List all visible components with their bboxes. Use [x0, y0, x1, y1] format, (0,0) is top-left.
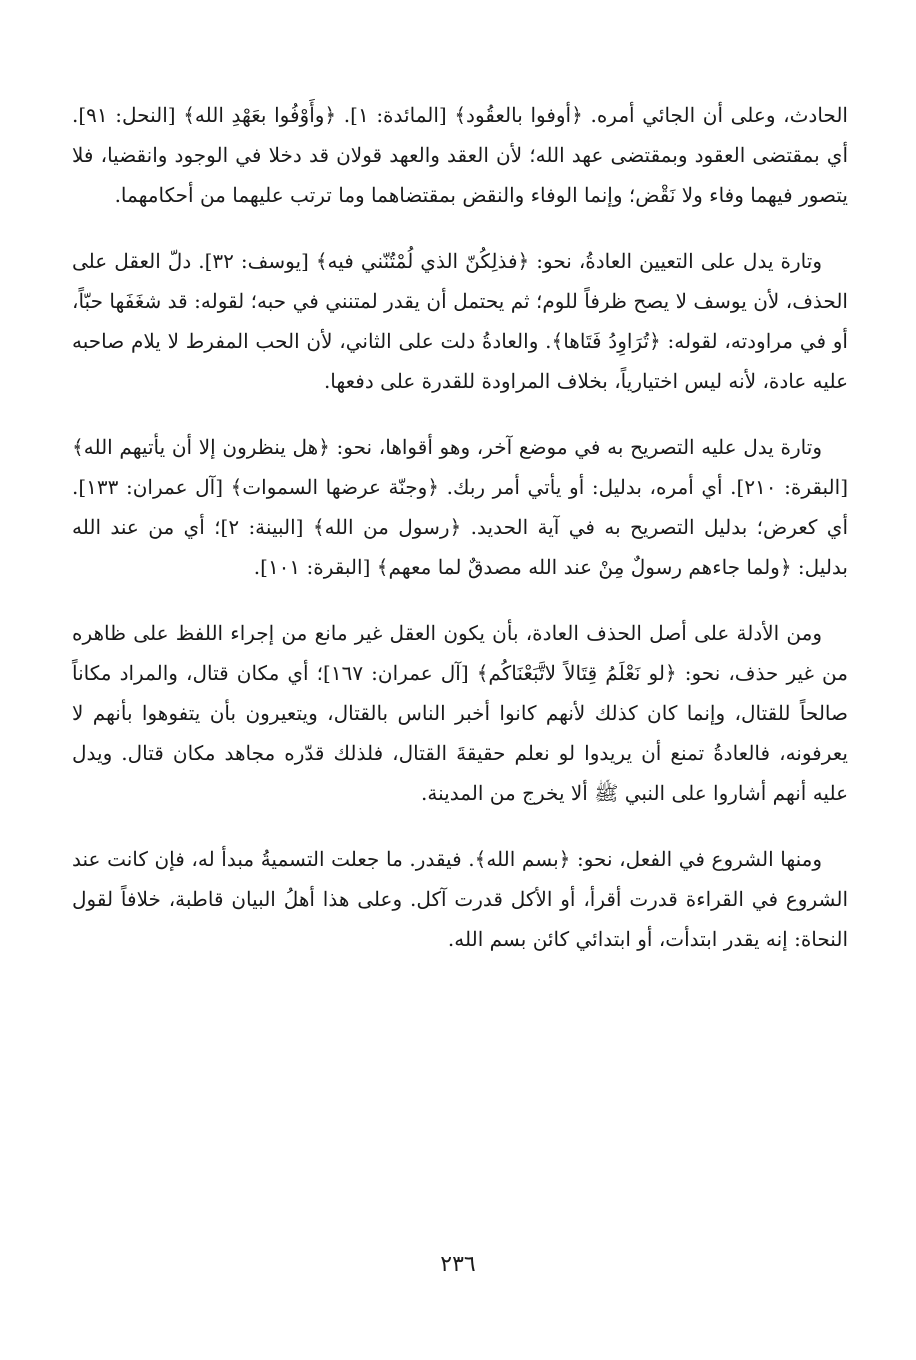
paragraph: ومنها الشروع في الفعل، نحو: ﴿بسم الله﴾. فيقدر. ما جعلت التسميةُ مبدأ له، فإن كانت عند الشروع في القراءة قدرت أقرأ، أو الأكل قدرت آكل. وعلى هذا أهلُ البيان قاطبة، خلافاً لقول النحاة: إنه يقدر ابتدأت، أو ابتدائي كائن بسم الله.: [72, 847, 848, 951]
paragraph: الحادث، وعلى أن الجائي أمره. ﴿أوفوا بالعقُود﴾ [المائدة: ١]. ﴿وأَوْفُوا بعَهْدِ الله﴾ [النحل: ٩١]. أي بمقتضى العقود وبمقتضى عهد الله؛ لأن العقد والعهد قولان قد دخلا في الوجود وانقضيا، فلا يتصور فيهما وفاء ولا نَقْض؛ وإنما الوفاء والنقض بمقتضاهما وما ترتب عليهما من أحكامهما.: [72, 103, 848, 207]
paragraph: ومن الأدلة على أصل الحذف العادة، بأن يكون العقل غير مانع من إجراء اللفظ على ظاهره من غير حذف، نحو: ﴿لو نَعْلَمُ قِتَالاً لاتَّبَعْنَاكُم﴾ [آل عمران: ١٦٧]؛ أي مكان قتال، والمراد مكاناً صالحاً للقتال، وإنما كان كذلك لأنهم كانوا أخبر الناس بالقتال، ويتعيرون بأن يتفوهوا بأنهم لا يعرفونه، فالعادةُ تمنع أن يريدوا لو نعلم حقيقةَ القتال، فلذلك قدّره مجاهد مكان قتال. ويدل عليه أنهم أشاروا على النبي ﷺ ألا يخرج من المدينة.: [72, 621, 848, 805]
paragraph: وتارة يدل عليه التصريح به في موضع آخر، وهو أقواها، نحو: ﴿هل ينظرون إلا أن يأتيهم الله﴾ [البقرة: ٢١٠]. أي أمره، بدليل: أو يأتي أمر ربك. ﴿وجنّة عرضها السموات﴾ [آل عمران: ١٣٣]. أي كعرض؛ بدليل التصريح به في آية الحديد. ﴿رسول من الله﴾ [البينة: ٢]؛ أي من عند الله بدليل: ﴿ولما جاءهم رسولٌ مِنْ عند الله مصدقٌ لما معهم﴾ [البقرة: ١٠١].: [72, 435, 849, 579]
page-number: ٢٣٦: [440, 1252, 476, 1277]
book-page-body: [72, 95, 848, 985]
paragraph: وتارة يدل على التعيين العادةُ، نحو: ﴿فذلِكُنّ الذي لُمْتُنّني فيه﴾ [يوسف: ٣٢]. دلّ العقل على الحذف، لأن يوسف لا يصح ظرفاً للوم؛ ثم يحتمل أن يقدر لمتنني في حبه؛ لقوله: قد شغَفَها حبّاً، أو في مراودته، لقوله: ﴿تُرَاوِدُ فَتَاها﴾. والعادةُ دلت على الثاني، لأن الحب المفرط لا يلام صاحبه عليه عادة، لأنه ليس اختيارياً، بخلاف المراودة للقدرة على دفعها.: [72, 249, 848, 393]
